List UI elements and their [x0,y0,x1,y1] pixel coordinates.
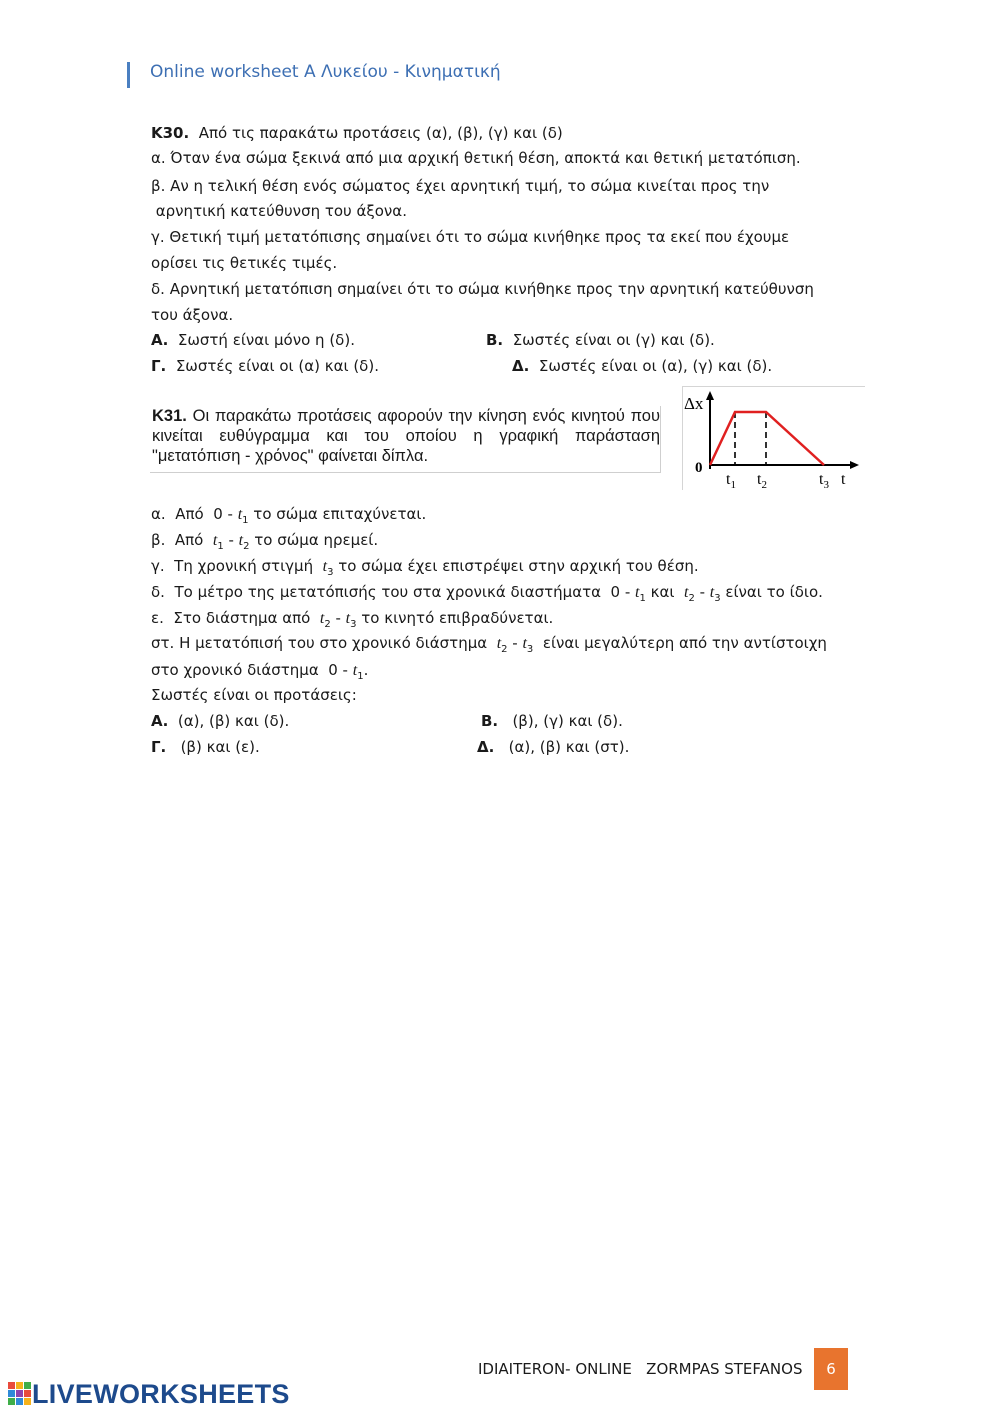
footer-author: IDIAITERON- ONLINE ZORMPAS STEFANOS [478,1360,803,1378]
k31-option-b[interactable] [481,711,623,731]
k31-option-c-label: Γ. [151,738,167,756]
k30-option-b-label: Β. [486,331,504,349]
k30-statement-b-cont: αρνητική κατεύθυνση του άξονα. [151,202,407,220]
t-axis-label: t [841,471,846,488]
k30-statement-c: γ. Θετική τιμή μετατόπισης σημαίνει ότι το σώμα κινήθηκε προς τα εκεί που έχουμε [151,228,790,246]
liveworksheets-logo-text: LIVEWORKSHEETS [32,1378,290,1409]
k31-e-s1: 2 [324,619,331,630]
k31-f2-post: . [363,661,369,679]
y-axis-arrow [706,391,714,400]
k30-option-d-text: Σωστές είναι οι (α), (γ) και (δ). [538,357,773,375]
k31-b-post: το σώμα ηρεμεί. [249,531,379,549]
k30-intro: Από τις παρακάτω προτάσεις (α), (β), (γ) και (δ) [198,124,563,142]
k31-statement-a [151,504,426,531]
t3-letter: t [819,471,824,488]
k31-a-var: t [237,506,243,523]
k31-a-post: το σώμα επιταχύνεται. [248,505,427,523]
k31-option-c[interactable] [151,737,260,757]
k31-option-d[interactable] [477,737,629,757]
k31-option-b-text: (β), (γ) και (δ). [512,712,623,730]
k31-option-b-label: Β. [481,712,499,730]
k31-b-mid: - [223,531,239,549]
k31-d-mid: και [645,583,684,601]
k31-intro-box [150,406,661,473]
k31-statement-b [151,530,378,557]
k31-d-s2: 2 [688,593,695,604]
displacement-time-graph [682,386,865,490]
k31-f-v1: t [496,635,502,652]
k31-f-s2: 3 [526,644,534,655]
k31-option-d-label: Δ. [477,738,495,756]
k30-option-c[interactable] [151,356,379,376]
k31-a-pre: α. Από 0 - [151,505,238,523]
k31-statement-e [151,608,553,635]
k31-b-v2: t [238,532,244,549]
origin-label: 0 [695,460,703,476]
page-header-title: Online worksheet Α Λυκείου - Κινηματική [150,62,501,82]
t1-sub: 1 [730,479,736,490]
graph-svg [683,387,865,490]
k30-option-a-text: Σωστή είναι μόνο η (δ). [177,331,355,349]
k31-f-v2: t [522,635,527,652]
k30-statement-d: δ. Αρνητική μετατόπιση σημαίνει ότι το σώμα κινήθηκε προς την αρνητική κατεύθυνση [151,280,814,298]
k30-option-c-text: Σωστές είναι οι (α) και (δ). [175,357,379,375]
k31-f2-sub: 1 [357,671,364,682]
k31-a-sub: 1 [242,515,249,526]
k31-f-mid: - [507,634,523,652]
k31-e-v2: t [345,610,351,627]
header-accent-bar [127,62,130,88]
k31-statement-d [151,582,823,609]
k30-statement-d-cont: του άξονα. [151,306,234,324]
k31-d-v3: t [709,584,715,601]
k31-b-s1: 1 [217,541,224,552]
k31-b-v1: t [212,532,218,549]
k31-option-d-text: (α), (β) και (στ). [508,738,630,756]
t2-letter: t [757,471,762,488]
displacement-curve [710,412,824,465]
k30-option-c-label: Γ. [151,357,167,375]
t1-label [726,471,736,490]
x-axis-arrow [850,461,859,469]
k31-option-a-label: Α. [151,712,169,730]
k30-option-a[interactable] [151,330,355,350]
k30-option-a-label: Α. [151,331,169,349]
k31-c-pre: γ. Τη χρονική στιγμή [151,557,323,575]
k31-question: Σωστές είναι οι προτάσεις: [151,686,357,704]
k31-intro: Οι παρακάτω προτάσεις αφορούν την κίνηση ενός κινητού που κινείται ευθύγραμμα και του οποίου η γραφική παράσταση "μετατόπιση - χρόνος" φαίνεται δίπλα. [152,407,661,465]
k31-d-mid2: - [694,583,710,601]
k31-d-s3: 3 [714,593,721,604]
k31-e-pre: ε. Στο διάστημα από [151,609,320,627]
k30-option-d[interactable] [512,356,772,376]
k31-f2-var: t [352,662,358,679]
k31-e-s2: 3 [350,619,357,630]
page-number: 6 [814,1348,848,1390]
k31-c-var: t [322,558,328,575]
k31-statement-c [151,556,699,583]
t3-sub: 3 [823,479,829,490]
k31-b-pre: β. Από [151,531,213,549]
k31-statement-f [151,633,827,660]
t2-sub: 2 [761,479,767,490]
k31-d-pre: δ. Το μέτρο της μετατόπισής του στα χρονικά διαστήματα 0 - [151,583,636,601]
k31-f2-pre: στο χρονικό διάστημα 0 - [151,661,353,679]
k30-heading [151,123,563,143]
k31-f-pre: στ. Η μετατόπισή του στο χρονικό διάστημα [151,634,497,652]
k31-d-v2: t [683,584,689,601]
k31-label: Κ31. [152,407,187,425]
k30-statement-a: α. Όταν ένα σώμα ξεκινά από μια αρχική θετική θέση, αποκτά και θετική μετατόπιση. [151,149,801,167]
liveworksheets-blocks-icon [8,1382,32,1406]
k31-option-a[interactable] [151,711,289,731]
k31-d-post: είναι το ίδιο. [720,583,823,601]
k31-d-v1: t [635,584,640,601]
k31-e-mid: - [330,609,346,627]
k31-c-post: το σώμα έχει επιστρέψει στην αρχική του θέση. [333,557,699,575]
liveworksheets-logo[interactable] [8,1380,290,1408]
k31-option-a-text: (α), (β) και (δ). [177,712,290,730]
k30-option-b-text: Σωστές είναι οι (γ) και (δ). [512,331,715,349]
k31-f-s1: 2 [501,644,508,655]
k31-c-sub: 3 [327,567,334,578]
k30-option-d-label: Δ. [512,357,530,375]
k31-statement-f-cont [151,660,368,687]
k30-option-b[interactable] [486,330,715,350]
y-axis-label: Δx [684,394,704,413]
t2-label [757,471,767,490]
k31-f-post: είναι μεγαλύτερη από την αντίστοιχη [533,634,827,652]
k30-label: Κ30. [151,124,190,142]
t3-label [819,471,829,490]
k31-d-s1: 1 [639,593,646,604]
k30-statement-b: β. Αν η τελική θέση ενός σώματος έχει αρνητική τιμή, το σώμα κινείται προς την [151,177,770,195]
k31-e-v1: t [319,610,325,627]
t1-letter: t [726,471,731,488]
k31-e-post: το κινητό επιβραδύνεται. [356,609,554,627]
k31-b-s2: 2 [243,541,250,552]
k30-statement-c-cont: ορίσει τις θετικές τιμές. [151,254,338,272]
k31-option-c-text: (β) και (ε). [180,738,260,756]
